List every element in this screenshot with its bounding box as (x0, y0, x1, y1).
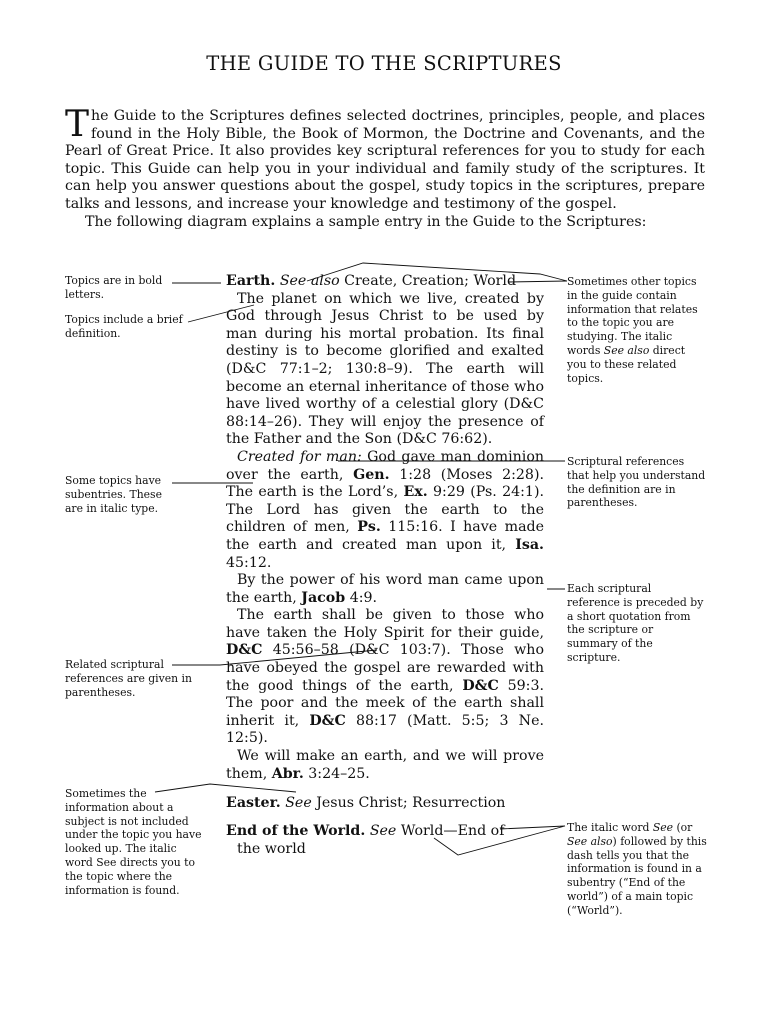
ref-book: Abr. (271, 765, 304, 782)
easter-see: See (285, 795, 312, 811)
ref-text: 59:3. The poor and the meek of the earth shall inherit it, (226, 677, 544, 729)
ref-text: The earth shall be given to those who have taken the Holy Spirit for their guide, (226, 607, 544, 641)
note-see-dash (567, 821, 707, 918)
entry-see-also-refs: Create, Creation; World (339, 273, 517, 289)
entry-topic-earth: Earth. (226, 273, 276, 289)
entry-subentry-jacob (226, 572, 544, 607)
note-scriptural-references: Scriptural references that help you understand the definition are in parentheses. (567, 455, 706, 510)
intro-paragraph-1 (65, 104, 705, 214)
note-see-directs: Sometimes the information about a subject is not included under the topic you have looked up. The italic word See directs you to the topic where the information is found. (65, 787, 202, 897)
note-see-dash-text-a: The italic word (567, 821, 653, 834)
page-title: THE GUIDE TO THE SCRIPTURES (206, 52, 562, 75)
easter-refs: Jesus Christ; Resurrection (311, 795, 506, 811)
easter-line (226, 795, 544, 813)
ref-text: 9:29 (Ps. 24:1). The Lord has given the earth to the children of men, (226, 484, 544, 536)
intro-p1-text: he Guide to the Scriptures defines selected doctrines, principles, people, and places found in the Holy Bible, the Book of Mormon, the Doctrine and Covenants, and the Pearl of Great Price. It also provides key scriptural references for you to study for each topic. This Guide can help you in your individual and family study of the scriptures. It can help you answer questions about the gospel, study topics in the scriptures, prepare talks and lessons, and increase your knowledge and testimony of the gospel. (65, 108, 705, 212)
ref-text: We will make an earth, and we will prove them, (226, 748, 544, 782)
ref-book: Isa. (515, 536, 544, 553)
ref-text: 45:12. (226, 554, 272, 571)
ref-text: 88:17 (Matt. 5:5; 3 Ne. 12:5). (226, 712, 544, 747)
note-see-dash-text-c: ) followed by this dash tells you that the information is found in a subentry (“End of the world”) of a main topic (“World”). (567, 834, 707, 917)
entry-definition: The planet on which we live, created by God through Jesus Christ to be used by man during his mortal probation. Its final destiny is to become glorified and exalted (D&C 77:1–2; 130:8–9). The earth will become an eternal inheritance of those who have lived worthy of a celestial glory (D&C 88:14–26). They will enjoy the presence of the Father and the Son (D&C 76:62). (226, 290, 544, 448)
note-see-dash-text-b: (or (673, 821, 693, 834)
note-see-also-text-b: direct you to these related topics. (567, 343, 686, 385)
note-see-dash-italic-1: See (652, 821, 674, 834)
entry-subentry-abr (226, 748, 544, 783)
ref-text: By the power of his word man came upon the earth, (226, 572, 544, 606)
entry-see-also: See also (279, 273, 340, 289)
ref-text: God gave man dominion over the earth, (226, 448, 544, 483)
entry-subentry-dc (226, 607, 544, 748)
ref-text: 115:16. I have made the earth and created man upon it, (226, 519, 545, 553)
intro-paragraph-2: The following diagram explains a sample entry in the Guide to the Scriptures: (85, 213, 647, 230)
ref-text: 1:28 (Moses 2:28). The earth is the Lord’s, (226, 466, 544, 501)
end-world-see: See (369, 823, 397, 839)
ref-text: 45:56–58 (D&C 103:7). Those who have obeyed the gospel are rewarded with the good things of the earth, (226, 642, 544, 694)
entry-topic-end-of-world: End of the World. (226, 823, 366, 839)
entry-topic-easter: Easter. (226, 795, 281, 811)
note-subentries: Some topics have subentries. These are in italic type. (65, 474, 162, 515)
ref-book: D&C (226, 642, 263, 659)
note-short-quotation: Each scriptural reference is preceded by a short quotation from the scripture or summary of the scripture. (567, 582, 704, 664)
ref-text: 4:9. (345, 589, 378, 606)
ref-book: Ps. (357, 519, 381, 536)
entry-heading-line (226, 273, 544, 291)
sample-entry-end-of-world (226, 823, 516, 858)
sample-entry-easter (226, 795, 544, 813)
note-bold-topics: Topics are in bold letters. (65, 274, 163, 301)
ref-text: 3:24–25. (303, 765, 370, 782)
end-world-line (226, 823, 516, 858)
note-see-also (567, 275, 707, 385)
end-world-refs: World—End of the world (237, 823, 505, 857)
note-see-also-italic: See also (603, 343, 650, 357)
ref-book: Jacob (301, 589, 346, 606)
ref-book: D&C (309, 712, 346, 729)
drop-cap: T (65, 104, 90, 145)
sample-entry-earth (226, 273, 544, 783)
entry-subentry (226, 449, 544, 572)
entry-subentry-label: Created for man: (237, 448, 362, 465)
note-see-dash-italic-2: See also (567, 834, 613, 848)
ref-book: Ex. (403, 484, 428, 501)
intro-text (65, 104, 705, 231)
note-see-also-text-a: Sometimes other topics in the guide contain information that relates to the topic you are studying. The italic words (567, 275, 698, 357)
ref-book: D&C (462, 677, 499, 694)
note-brief-definition: Topics include a brief definition. (65, 313, 183, 340)
ref-book: Gen. (353, 466, 390, 483)
note-related-references: Related scriptural references are given in parentheses. (65, 658, 192, 699)
